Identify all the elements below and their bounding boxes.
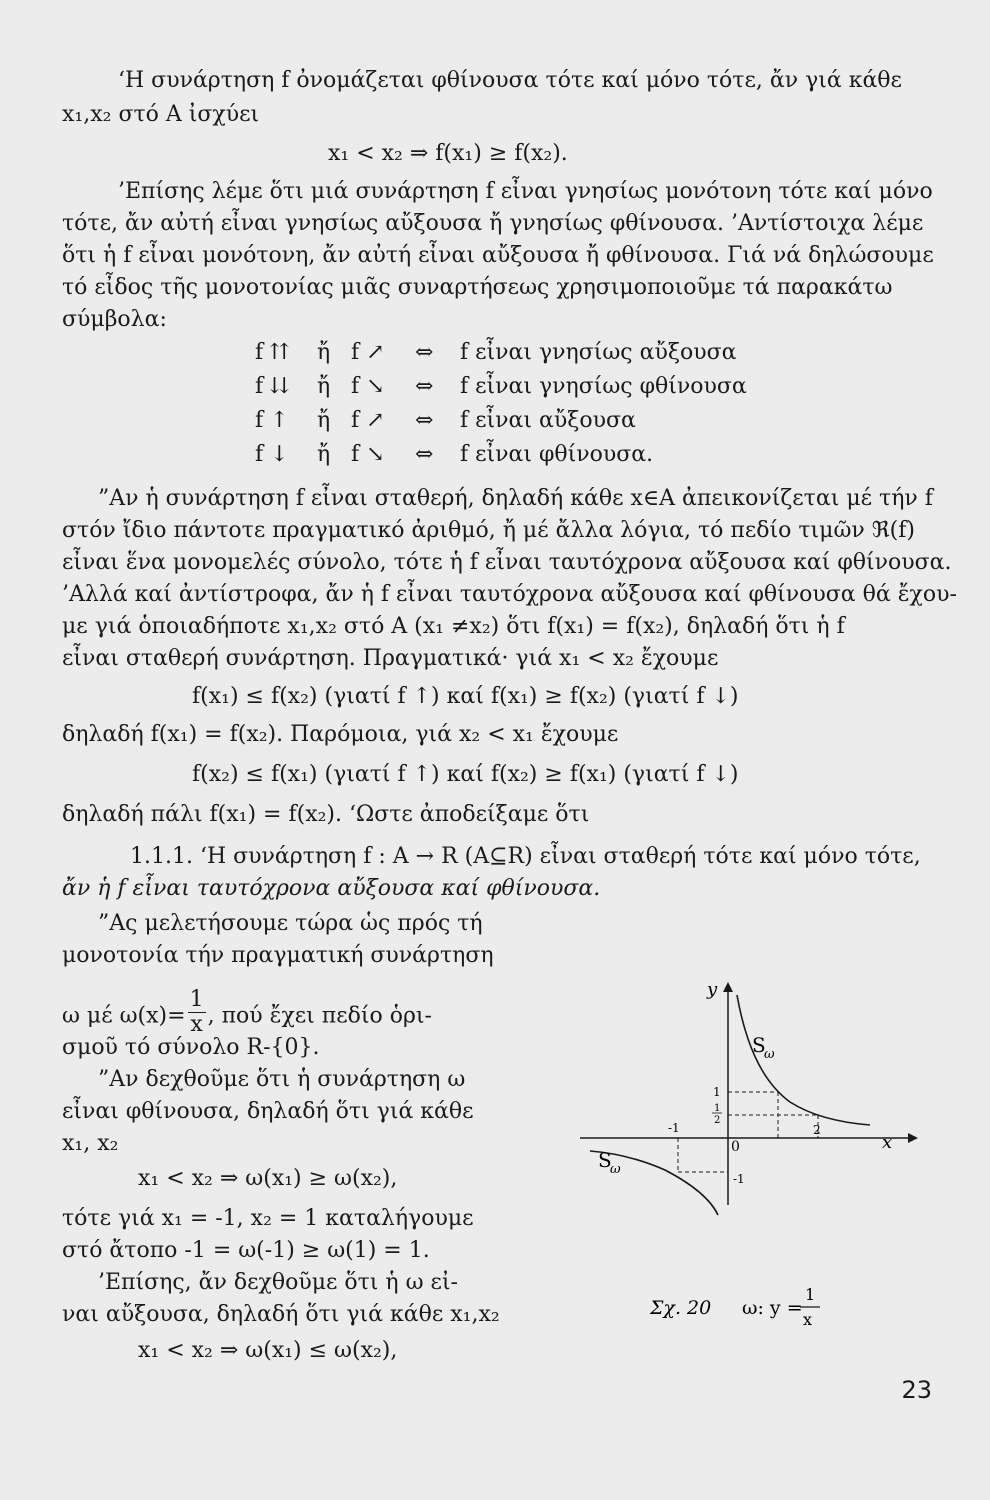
text-line: εἶναι ἕνα μονομελές σύνολο, τότε ἡ f εἶναι ταυτόχρονα αὔξουσα καί φθίνουσα. — [62, 550, 952, 575]
symbol-meaning: f εἶναι γνησίως αὔξουσα — [460, 340, 737, 365]
curve-label-sub: ω — [764, 1047, 775, 1062]
text-line: ’Αλλά καί ἀντίστροφα, ἄν ἡ f εἶναι ταυτόχρονα αὔξουσα καί φθίνουσα θά ἔχου- — [62, 582, 957, 607]
symbol-or: ἤ — [317, 340, 331, 365]
text-line: ὅτι ἡ f εἶναι μονότονη, ἄν αὐτή εἶναι αὔξουσα ἤ φθίνουσα. Γιά νά δηλώσουμε — [62, 243, 934, 268]
curve-label-sub: ω — [610, 1162, 621, 1177]
symbol-iff: ⇔ — [415, 340, 434, 365]
symbol-iff: ⇔ — [415, 408, 434, 433]
tick-label: 2 — [813, 1123, 821, 1137]
omega-def-suffix: , πού ἔχει πεδίο ὁρι- — [207, 1003, 432, 1029]
text-line: ”Αν δεχθοῦμε ὅτι ἡ συνάρτηση ω — [98, 1067, 466, 1092]
tick-label: 2 — [714, 1115, 721, 1126]
curve-label-lower: S — [598, 1148, 612, 1172]
text-line: δηλαδή f(x₁) = f(x₂). Παρόμοια, γιά x₂ < x₁ ἔχουμε — [62, 722, 619, 747]
symbol-b: f ↘ — [351, 374, 385, 399]
symbol-meaning: f εἶναι φθίνουσα. — [460, 442, 654, 467]
figure-caption-eq: ω: y = — [742, 1297, 803, 1319]
text-line: τότε γιά x₁ = -1, x₂ = 1 καταλήγουμε — [62, 1206, 474, 1231]
formula-line: x₁ < x₂ ⇒ ω(x₁) ≤ ω(x₂), — [138, 1338, 398, 1363]
omega-def-prefix: ω μέ ω(x)= — [62, 1003, 186, 1029]
symbol-a: f ↓ — [255, 442, 289, 467]
symbol-or: ἤ — [317, 408, 331, 433]
text-line: τό εἶδος τῆς μονοτονίας μιᾶς συναρτήσεως χρησιμοποιοῦμε τά παρακάτω — [62, 275, 893, 300]
origin-label: 0 — [731, 1139, 740, 1155]
text-line: στό ἄτοπο -1 = ω(-1) ≥ ω(1) = 1. — [62, 1238, 430, 1263]
text-line: ναι αὔξουσα, δηλαδή ὅτι γιά κάθε x₁,x₂ — [62, 1302, 500, 1327]
symbol-meaning: f εἶναι αὔξουσα — [460, 408, 636, 433]
formula-line: x₁ < x₂ ⇒ ω(x₁) ≥ ω(x₂), — [138, 1166, 398, 1191]
symbol-or: ἤ — [317, 442, 331, 467]
symbol-b: f ↗ — [351, 340, 385, 365]
formula-line: f(x₂) ≤ f(x₁) (γιατί f ↑) καί f(x₂) ≥ f(x₁) (γιατί f ↓) — [192, 762, 739, 787]
x-axis-label: x — [882, 1132, 893, 1153]
tick-label: -1 — [733, 1172, 745, 1186]
y-axis-arrow — [723, 982, 733, 992]
text-line: μονοτονία τήν πραγματική συνάρτηση — [62, 943, 494, 968]
theorem-line: ἄν ἡ f εἶναι ταυτόχρονα αὔξουσα καί φθίνουσα. — [62, 876, 601, 901]
text-line: εἶναι φθίνουσα, δηλαδή ὅτι γιά κάθε — [62, 1099, 474, 1124]
text-line: εἶναι σταθερή συνάρτηση. Πραγματικά· γιά x₁ < x₂ ἔχουμε — [62, 646, 719, 671]
symbol-iff: ⇔ — [415, 442, 434, 467]
symbol-iff: ⇔ — [415, 374, 434, 399]
tick-label: -1 — [668, 1121, 680, 1135]
fraction-denominator: x — [190, 1012, 203, 1038]
symbol-a: f ⇊ — [255, 374, 289, 399]
theorem-line: 1.1.1. ‘Η συνάρτηση f : A → R (A⊆R) εἶναι σταθερή τότε καί μόνο τότε, — [130, 844, 921, 869]
x-axis-arrow — [908, 1133, 918, 1143]
tick-label: 1 — [714, 1103, 721, 1114]
text-line: στόν ἴδιο πάντοτε πραγματικό ἀριθμό, ἤ μέ ἄλλα λόγια, τό πεδίο τιμῶν ℜ(f) — [62, 518, 915, 543]
symbol-meaning: f εἶναι γνησίως φθίνουσα — [460, 374, 747, 399]
page-number: 23 — [901, 1376, 932, 1404]
text-line: δηλαδή πάλι f(x₁) = f(x₂). ‘Ωστε ἀποδείξαμε ὅτι — [62, 802, 590, 827]
text-line: ’Επίσης λέμε ὅτι μιά συνάρτηση f εἶναι γνησίως μονότονη τότε καί μόνο — [118, 179, 933, 204]
tick-label: 1 — [713, 1085, 721, 1099]
formula-line: x₁ < x₂ ⇒ f(x₁) ≥ f(x₂). — [328, 141, 568, 166]
symbol-b: f ↗ — [351, 408, 385, 433]
formula-line: f(x₁) ≤ f(x₂) (γιατί f ↑) καί f(x₁) ≥ f(x₂) (γιατί f ↓) — [192, 684, 739, 709]
figure-number: Σχ. 20 — [650, 1297, 712, 1319]
text-line: x₁, x₂ — [62, 1131, 119, 1156]
text-line: σύμβολα: — [62, 307, 167, 332]
curve-label-upper: S — [752, 1033, 766, 1057]
text-line: τότε, ἄν αὐτή εἶναι γνησίως αὔξουσα ἤ γνησίως φθίνουσα. ’Αντίστοιχα λέμε — [62, 211, 924, 236]
symbol-or: ἤ — [317, 374, 331, 399]
text-line: ‘Η συνάρτηση f ὀνομάζεται φθίνουσα τότε καί μόνο τότε, ἄν γιά κάθε — [118, 68, 902, 93]
text-line: ’Επίσης, ἄν δεχθοῦμε ὅτι ἡ ω εἰ- — [98, 1270, 458, 1295]
text-line: ”Ας μελετήσουμε τώρα ὡς πρός τή — [98, 911, 483, 936]
y-axis-label: y — [707, 979, 718, 1000]
symbol-a: f ↑ — [255, 408, 289, 433]
symbol-a: f ⇈ — [255, 340, 289, 365]
figure-caption-den: x — [803, 1310, 813, 1329]
curve-upper-branch — [737, 995, 870, 1125]
fraction-numerator: 1 — [189, 987, 204, 1012]
symbol-b: f ↘ — [351, 442, 385, 467]
figure-caption-num: 1 — [805, 1285, 816, 1304]
text-line: σμοῦ τό σύνολο R-{0}. — [62, 1035, 320, 1060]
text-line: x₁,x₂ στό A ἰσχύει — [62, 102, 260, 127]
text-line: ”Αν ἡ συνάρτηση f εἶναι σταθερή, δηλαδή κάθε x∈A ἀπεικονίζεται μέ τήν f — [98, 486, 933, 511]
text-line: με γιά ὁποιαδήποτε x₁,x₂ στό A (x₁ ≠x₂) ὅτι f(x₁) = f(x₂), δηλαδή ὅτι ἡ f — [62, 614, 845, 639]
